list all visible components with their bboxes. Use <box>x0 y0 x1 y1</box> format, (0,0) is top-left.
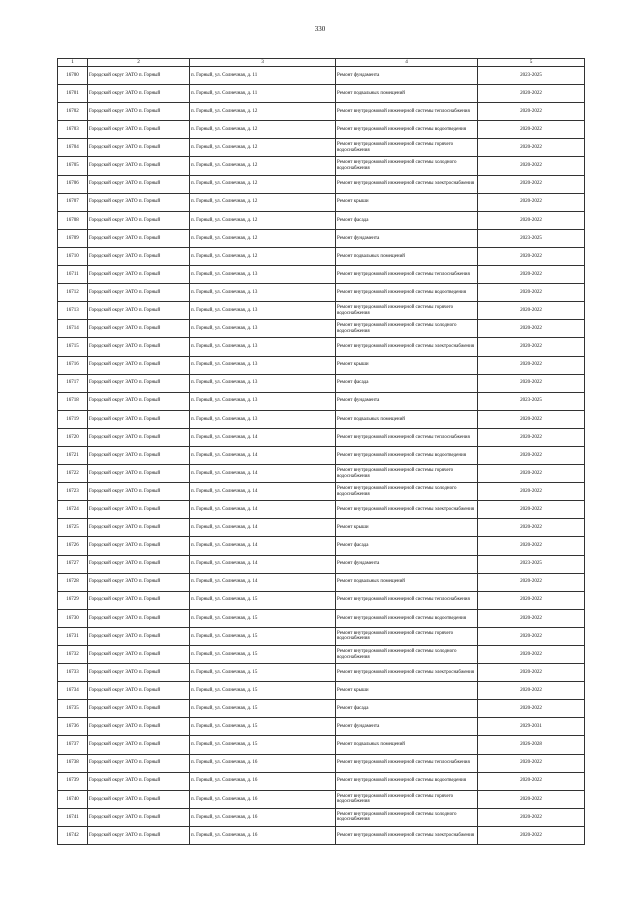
row-number-cell: 16723 <box>58 483 88 501</box>
work-type-cell: Ремонт внутридомовой инженерной системы теплоснабжения <box>336 754 478 772</box>
table-row <box>58 410 585 428</box>
work-type-cell: Ремонт внутридомовой инженерной системы водоотведения <box>336 609 478 627</box>
work-type-cell: Ремонт внутридомовой инженерной системы холодного водоснабжения <box>336 320 478 338</box>
municipality-cell: Городской округ ЗАТО п. Горный <box>88 501 190 519</box>
work-type-cell: Ремонт фасада <box>336 700 478 718</box>
municipality-cell: Городской округ ЗАТО п. Горный <box>88 67 190 85</box>
period-cell: 2020-2022 <box>478 338 585 356</box>
address-cell: п. Горный, ул. Солнечная, д. 15 <box>190 718 336 736</box>
row-number-cell: 16738 <box>58 754 88 772</box>
column-header: 2 <box>88 59 190 67</box>
period-cell: 2020-2022 <box>478 175 585 193</box>
table-row <box>58 609 585 627</box>
row-number-cell: 16742 <box>58 826 88 844</box>
municipality-cell: Городской округ ЗАТО п. Горный <box>88 573 190 591</box>
table-row <box>58 139 585 157</box>
row-number-cell: 16714 <box>58 320 88 338</box>
row-number-cell: 16703 <box>58 121 88 139</box>
table-row <box>58 175 585 193</box>
work-type-cell: Ремонт внутридомовой инженерной системы горячего водоснабжения <box>336 139 478 157</box>
row-number-cell: 16713 <box>58 302 88 320</box>
row-number-cell: 16706 <box>58 175 88 193</box>
period-cell: 2020-2022 <box>478 700 585 718</box>
page-number: 330 <box>314 25 326 33</box>
table-row <box>58 718 585 736</box>
table-row <box>58 374 585 392</box>
row-number-cell: 16709 <box>58 229 88 247</box>
table-row <box>58 266 585 284</box>
address-cell: п. Горный, ул. Солнечная, д. 16 <box>190 772 336 790</box>
row-number-cell: 16708 <box>58 211 88 229</box>
table-row <box>58 808 585 826</box>
municipality-cell: Городской округ ЗАТО п. Горный <box>88 718 190 736</box>
table-row <box>58 573 585 591</box>
column-header: 1 <box>58 59 88 67</box>
row-number-cell: 16700 <box>58 67 88 85</box>
address-cell: п. Горный, ул. Солнечная, д. 12 <box>190 121 336 139</box>
period-cell: 2020-2022 <box>478 356 585 374</box>
row-number-cell: 16732 <box>58 646 88 664</box>
period-cell: 2020-2022 <box>478 772 585 790</box>
table-row <box>58 157 585 175</box>
period-cell: 2026-2028 <box>478 736 585 754</box>
municipality-cell: Городской округ ЗАТО п. Горный <box>88 555 190 573</box>
municipality-cell: Городской округ ЗАТО п. Горный <box>88 446 190 464</box>
table-row <box>58 537 585 555</box>
municipality-cell: Городской округ ЗАТО п. Горный <box>88 483 190 501</box>
address-cell: п. Горный, ул. Солнечная, д. 14 <box>190 501 336 519</box>
table-body <box>58 67 585 845</box>
row-number-cell: 16736 <box>58 718 88 736</box>
work-type-cell: Ремонт внутридомовой инженерной системы холодного водоснабжения <box>336 157 478 175</box>
period-cell: 2020-2022 <box>478 627 585 645</box>
work-type-cell: Ремонт подвальных помещений <box>336 410 478 428</box>
address-cell: п. Горный, ул. Солнечная, д. 15 <box>190 700 336 718</box>
table-row <box>58 320 585 338</box>
address-cell: п. Горный, ул. Солнечная, д. 11 <box>190 67 336 85</box>
table-header <box>58 59 585 67</box>
period-cell: 2020-2022 <box>478 320 585 338</box>
municipality-cell: Городской округ ЗАТО п. Горный <box>88 320 190 338</box>
municipality-cell: Городской округ ЗАТО п. Горный <box>88 772 190 790</box>
address-cell: п. Горный, ул. Солнечная, д. 13 <box>190 392 336 410</box>
work-type-cell: Ремонт внутридомовой инженерной системы теплоснабжения <box>336 266 478 284</box>
address-cell: п. Горный, ул. Солнечная, д. 13 <box>190 284 336 302</box>
column-header: 3 <box>190 59 336 67</box>
address-cell: п. Горный, ул. Солнечная, д. 15 <box>190 591 336 609</box>
table-row <box>58 67 585 85</box>
address-cell: п. Горный, ул. Солнечная, д. 12 <box>190 139 336 157</box>
table-row <box>58 627 585 645</box>
period-cell: 2020-2022 <box>478 501 585 519</box>
period-cell: 2020-2022 <box>478 609 585 627</box>
work-type-cell: Ремонт внутридомовой инженерной системы холодного водоснабжения <box>336 646 478 664</box>
row-number-cell: 16727 <box>58 555 88 573</box>
work-type-cell: Ремонт внутридомовой инженерной системы водоотведения <box>336 284 478 302</box>
period-cell: 2020-2022 <box>478 646 585 664</box>
table-row <box>58 664 585 682</box>
municipality-cell: Городской округ ЗАТО п. Горный <box>88 338 190 356</box>
work-type-cell: Ремонт подвальных помещений <box>336 573 478 591</box>
table-row <box>58 700 585 718</box>
row-number-cell: 16725 <box>58 519 88 537</box>
row-number-cell: 16704 <box>58 139 88 157</box>
table-row <box>58 338 585 356</box>
row-number-cell: 16734 <box>58 682 88 700</box>
municipality-cell: Городской округ ЗАТО п. Горный <box>88 121 190 139</box>
address-cell: п. Горный, ул. Солнечная, д. 13 <box>190 338 336 356</box>
municipality-cell: Городской округ ЗАТО п. Горный <box>88 537 190 555</box>
municipality-cell: Городской округ ЗАТО п. Горный <box>88 302 190 320</box>
row-number-cell: 16731 <box>58 627 88 645</box>
municipality-cell: Городской округ ЗАТО п. Горный <box>88 247 190 265</box>
table-row <box>58 392 585 410</box>
row-number-cell: 16719 <box>58 410 88 428</box>
period-cell: 2020-2022 <box>478 664 585 682</box>
row-number-cell: 16737 <box>58 736 88 754</box>
work-type-cell: Ремонт фундамента <box>336 718 478 736</box>
address-cell: п. Горный, ул. Солнечная, д. 12 <box>190 229 336 247</box>
municipality-cell: Городской округ ЗАТО п. Горный <box>88 284 190 302</box>
address-cell: п. Горный, ул. Солнечная, д. 12 <box>190 193 336 211</box>
work-type-cell: Ремонт подвальных помещений <box>336 85 478 103</box>
address-cell: п. Горный, ул. Солнечная, д. 16 <box>190 754 336 772</box>
period-cell: 2020-2022 <box>478 103 585 121</box>
table-row <box>58 754 585 772</box>
address-cell: п. Горный, ул. Солнечная, д. 15 <box>190 609 336 627</box>
work-type-cell: Ремонт внутридомовой инженерной системы электроснабжения <box>336 664 478 682</box>
work-type-cell: Ремонт внутридомовой инженерной системы теплоснабжения <box>336 591 478 609</box>
address-cell: п. Горный, ул. Солнечная, д. 14 <box>190 519 336 537</box>
work-type-cell: Ремонт внутридомовой инженерной системы электроснабжения <box>336 338 478 356</box>
row-number-cell: 16710 <box>58 247 88 265</box>
municipality-cell: Городской округ ЗАТО п. Горный <box>88 374 190 392</box>
address-cell: п. Горный, ул. Солнечная, д. 13 <box>190 302 336 320</box>
address-cell: п. Горный, ул. Солнечная, д. 12 <box>190 103 336 121</box>
table-row <box>58 826 585 844</box>
row-number-cell: 16716 <box>58 356 88 374</box>
period-cell: 2020-2022 <box>478 682 585 700</box>
work-type-cell: Ремонт внутридомовой инженерной системы водоотведения <box>336 772 478 790</box>
work-type-cell: Ремонт внутридомовой инженерной системы электроснабжения <box>336 175 478 193</box>
table-row <box>58 772 585 790</box>
address-cell: п. Горный, ул. Солнечная, д. 12 <box>190 175 336 193</box>
table-row <box>58 193 585 211</box>
period-cell: 2020-2022 <box>478 754 585 772</box>
period-cell: 2020-2022 <box>478 465 585 483</box>
row-number-cell: 16729 <box>58 591 88 609</box>
municipality-cell: Городской округ ЗАТО п. Горный <box>88 790 190 808</box>
work-type-cell: Ремонт фасада <box>336 211 478 229</box>
address-cell: п. Горный, ул. Солнечная, д. 15 <box>190 736 336 754</box>
municipality-cell: Городской округ ЗАТО п. Горный <box>88 664 190 682</box>
address-cell: п. Горный, ул. Солнечная, д. 12 <box>190 247 336 265</box>
period-cell: 2020-2022 <box>478 374 585 392</box>
period-cell: 2023-2025 <box>478 229 585 247</box>
municipality-cell: Городской округ ЗАТО п. Горный <box>88 410 190 428</box>
table-row <box>58 446 585 464</box>
row-number-cell: 16728 <box>58 573 88 591</box>
row-number-cell: 16739 <box>58 772 88 790</box>
work-type-cell: Ремонт внутридомовой инженерной системы холодного водоснабжения <box>336 483 478 501</box>
work-type-cell: Ремонт внутридомовой инженерной системы электроснабжения <box>336 826 478 844</box>
address-cell: п. Горный, ул. Солнечная, д. 16 <box>190 826 336 844</box>
municipality-cell: Городской округ ЗАТО п. Горный <box>88 428 190 446</box>
table-row <box>58 736 585 754</box>
table-row <box>58 519 585 537</box>
municipality-cell: Городской округ ЗАТО п. Горный <box>88 157 190 175</box>
municipality-cell: Городской округ ЗАТО п. Горный <box>88 211 190 229</box>
address-cell: п. Горный, ул. Солнечная, д. 14 <box>190 428 336 446</box>
table-row <box>58 483 585 501</box>
table-row <box>58 121 585 139</box>
repair-schedule-table <box>57 58 585 845</box>
work-type-cell: Ремонт внутридомовой инженерной системы холодного водоснабжения <box>336 808 478 826</box>
municipality-cell: Городской округ ЗАТО п. Горный <box>88 627 190 645</box>
work-type-cell: Ремонт крыши <box>336 356 478 374</box>
table-row <box>58 211 585 229</box>
table-row <box>58 555 585 573</box>
period-cell: 2020-2022 <box>478 121 585 139</box>
work-type-cell: Ремонт подвальных помещений <box>336 247 478 265</box>
municipality-cell: Городской округ ЗАТО п. Горный <box>88 609 190 627</box>
period-cell: 2023-2025 <box>478 555 585 573</box>
period-cell: 2020-2022 <box>478 157 585 175</box>
row-number-cell: 16707 <box>58 193 88 211</box>
period-cell: 2020-2022 <box>478 284 585 302</box>
row-number-cell: 16740 <box>58 790 88 808</box>
period-cell: 2020-2022 <box>478 193 585 211</box>
table-row <box>58 428 585 446</box>
row-number-cell: 16735 <box>58 700 88 718</box>
row-number-cell: 16702 <box>58 103 88 121</box>
row-number-cell: 16724 <box>58 501 88 519</box>
column-header: 5 <box>478 59 585 67</box>
row-number-cell: 16718 <box>58 392 88 410</box>
work-type-cell: Ремонт фундамента <box>336 392 478 410</box>
row-number-cell: 16717 <box>58 374 88 392</box>
municipality-cell: Городской округ ЗАТО п. Горный <box>88 700 190 718</box>
row-number-cell: 16701 <box>58 85 88 103</box>
table-row <box>58 356 585 374</box>
table-row <box>58 501 585 519</box>
work-type-cell: Ремонт внутридомовой инженерной системы горячего водоснабжения <box>336 465 478 483</box>
work-type-cell: Ремонт внутридомовой инженерной системы горячего водоснабжения <box>336 627 478 645</box>
period-cell: 2020-2022 <box>478 139 585 157</box>
period-cell: 2020-2022 <box>478 790 585 808</box>
row-number-cell: 16705 <box>58 157 88 175</box>
row-number-cell: 16741 <box>58 808 88 826</box>
table-row <box>58 302 585 320</box>
column-header: 4 <box>336 59 478 67</box>
municipality-cell: Городской округ ЗАТО п. Горный <box>88 266 190 284</box>
table-row <box>58 85 585 103</box>
address-cell: п. Горный, ул. Солнечная, д. 16 <box>190 790 336 808</box>
address-cell: п. Горный, ул. Солнечная, д. 14 <box>190 483 336 501</box>
municipality-cell: Городской округ ЗАТО п. Горный <box>88 754 190 772</box>
address-cell: п. Горный, ул. Солнечная, д. 15 <box>190 664 336 682</box>
municipality-cell: Городской округ ЗАТО п. Горный <box>88 519 190 537</box>
period-cell: 2020-2022 <box>478 211 585 229</box>
municipality-cell: Городской округ ЗАТО п. Горный <box>88 736 190 754</box>
address-cell: п. Горный, ул. Солнечная, д. 12 <box>190 157 336 175</box>
address-cell: п. Горный, ул. Солнечная, д. 14 <box>190 555 336 573</box>
row-number-cell: 16720 <box>58 428 88 446</box>
municipality-cell: Городской округ ЗАТО п. Горный <box>88 826 190 844</box>
period-cell: 2020-2022 <box>478 591 585 609</box>
row-number-cell: 16730 <box>58 609 88 627</box>
address-cell: п. Горный, ул. Солнечная, д. 14 <box>190 537 336 555</box>
period-cell: 2020-2022 <box>478 266 585 284</box>
period-cell: 2020-2022 <box>478 428 585 446</box>
row-number-cell: 16733 <box>58 664 88 682</box>
address-cell: п. Горный, ул. Солнечная, д. 13 <box>190 356 336 374</box>
work-type-cell: Ремонт крыши <box>336 519 478 537</box>
header-row <box>58 59 585 67</box>
table-row <box>58 790 585 808</box>
period-cell: 2020-2022 <box>478 573 585 591</box>
municipality-cell: Городской округ ЗАТО п. Горный <box>88 103 190 121</box>
period-cell: 2020-2022 <box>478 826 585 844</box>
work-type-cell: Ремонт внутридомовой инженерной системы электроснабжения <box>336 501 478 519</box>
row-number-cell: 16712 <box>58 284 88 302</box>
work-type-cell: Ремонт фасада <box>336 537 478 555</box>
period-cell: 2020-2022 <box>478 446 585 464</box>
row-number-cell: 16721 <box>58 446 88 464</box>
period-cell: 2020-2022 <box>478 519 585 537</box>
table-row <box>58 229 585 247</box>
period-cell: 2020-2022 <box>478 85 585 103</box>
address-cell: п. Горный, ул. Солнечная, д. 14 <box>190 446 336 464</box>
period-cell: 2023-2025 <box>478 392 585 410</box>
period-cell: 2020-2022 <box>478 410 585 428</box>
municipality-cell: Городской округ ЗАТО п. Горный <box>88 591 190 609</box>
address-cell: п. Горный, ул. Солнечная, д. 13 <box>190 266 336 284</box>
work-type-cell: Ремонт внутридомовой инженерной системы теплоснабжения <box>336 103 478 121</box>
work-type-cell: Ремонт подвальных помещений <box>336 736 478 754</box>
period-cell: 2020-2022 <box>478 537 585 555</box>
municipality-cell: Городской округ ЗАТО п. Горный <box>88 808 190 826</box>
municipality-cell: Городской округ ЗАТО п. Горный <box>88 356 190 374</box>
table-row <box>58 465 585 483</box>
period-cell: 2020-2022 <box>478 483 585 501</box>
address-cell: п. Горный, ул. Солнечная, д. 15 <box>190 682 336 700</box>
row-number-cell: 16726 <box>58 537 88 555</box>
period-cell: 2020-2022 <box>478 302 585 320</box>
period-cell: 2020-2022 <box>478 247 585 265</box>
table-row <box>58 103 585 121</box>
period-cell: 2023-2025 <box>478 67 585 85</box>
work-type-cell: Ремонт внутридомовой инженерной системы водоотведения <box>336 446 478 464</box>
address-cell: п. Горный, ул. Солнечная, д. 15 <box>190 627 336 645</box>
table-row <box>58 591 585 609</box>
municipality-cell: Городской округ ЗАТО п. Горный <box>88 175 190 193</box>
municipality-cell: Городской округ ЗАТО п. Горный <box>88 646 190 664</box>
work-type-cell: Ремонт внутридомовой инженерной системы водоотведения <box>336 121 478 139</box>
address-cell: п. Горный, ул. Солнечная, д. 15 <box>190 646 336 664</box>
address-cell: п. Горный, ул. Солнечная, д. 13 <box>190 410 336 428</box>
work-type-cell: Ремонт фундамента <box>336 555 478 573</box>
work-type-cell: Ремонт крыши <box>336 682 478 700</box>
work-type-cell: Ремонт внутридомовой инженерной системы горячего водоснабжения <box>336 790 478 808</box>
municipality-cell: Городской округ ЗАТО п. Горный <box>88 139 190 157</box>
address-cell: п. Горный, ул. Солнечная, д. 14 <box>190 465 336 483</box>
table-row <box>58 682 585 700</box>
address-cell: п. Горный, ул. Солнечная, д. 14 <box>190 573 336 591</box>
address-cell: п. Горный, ул. Солнечная, д. 13 <box>190 374 336 392</box>
work-type-cell: Ремонт внутридомовой инженерной системы горячего водоснабжения <box>336 302 478 320</box>
table-row <box>58 247 585 265</box>
municipality-cell: Городской округ ЗАТО п. Горный <box>88 85 190 103</box>
table-row <box>58 284 585 302</box>
work-type-cell: Ремонт фасада <box>336 374 478 392</box>
municipality-cell: Городской округ ЗАТО п. Горный <box>88 193 190 211</box>
municipality-cell: Городской округ ЗАТО п. Горный <box>88 465 190 483</box>
address-cell: п. Горный, ул. Солнечная, д. 11 <box>190 85 336 103</box>
work-type-cell: Ремонт крыши <box>336 193 478 211</box>
address-cell: п. Горный, ул. Солнечная, д. 12 <box>190 211 336 229</box>
row-number-cell: 16722 <box>58 465 88 483</box>
work-type-cell: Ремонт фундамента <box>336 229 478 247</box>
municipality-cell: Городской округ ЗАТО п. Горный <box>88 682 190 700</box>
work-type-cell: Ремонт внутридомовой инженерной системы теплоснабжения <box>336 428 478 446</box>
municipality-cell: Городской округ ЗАТО п. Горный <box>88 229 190 247</box>
address-cell: п. Горный, ул. Солнечная, д. 16 <box>190 808 336 826</box>
period-cell: 2029-2031 <box>478 718 585 736</box>
municipality-cell: Городской округ ЗАТО п. Горный <box>88 392 190 410</box>
address-cell: п. Горный, ул. Солнечная, д. 13 <box>190 320 336 338</box>
work-type-cell: Ремонт фундамента <box>336 67 478 85</box>
row-number-cell: 16715 <box>58 338 88 356</box>
row-number-cell: 16711 <box>58 266 88 284</box>
table-row <box>58 646 585 664</box>
period-cell: 2020-2022 <box>478 808 585 826</box>
